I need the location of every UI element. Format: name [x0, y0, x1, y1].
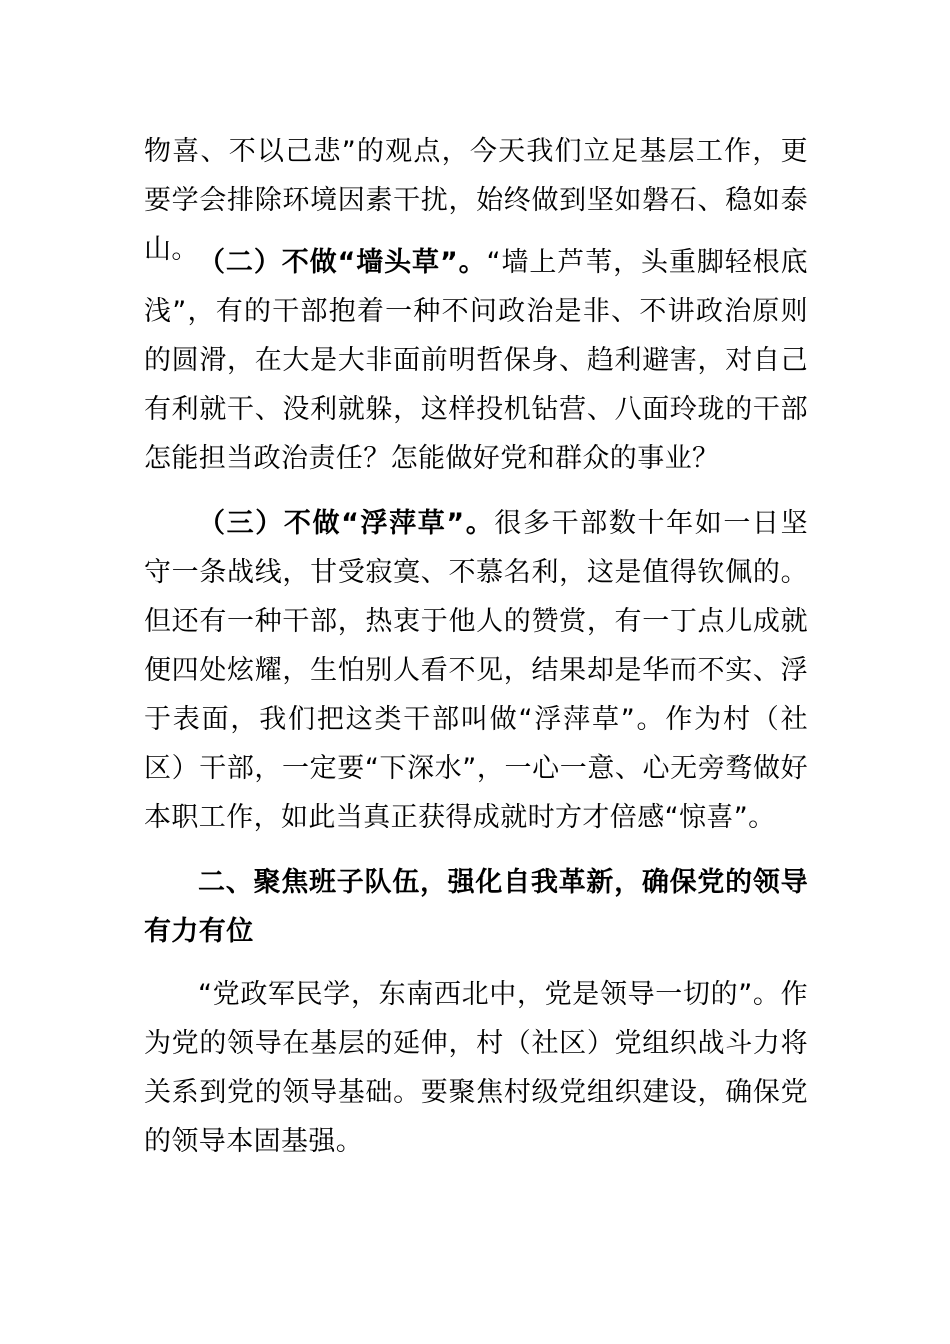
paragraph-party-leadership: [144, 970, 808, 1166]
paragraph-text: “党政军民学，东南西北中，党是领导一切的”。作为党的领导在基层的延伸，村（社区）党组织战斗力将关系到党的领导基础。要聚焦村级党组织建设，确保党的领导本固基强。: [144, 979, 808, 1157]
paragraph-wall-grass: [144, 238, 808, 483]
paragraph-text: “墙上芦苇，头重脚轻根底浅”，有的干部抱着一种不问政治是非、不讲政治原则的圆滑，在大是大非面前明哲保身、趋利避害，对自己有利就干、没利就躲，这样投机钻营、八面玲珑的干部怎能担当政治责任？怎能做好党和群众的事业？: [144, 247, 808, 474]
paragraph-text: 物喜、不以己悲”的观点，今天我们立足基层工作，更要学会排除环境因素干扰，始终做到坚如磐石、稳如泰山。: [144, 136, 808, 265]
section-heading-text: 二、聚焦班子队伍，强化自我革新，确保党的领导有力有位: [144, 867, 808, 947]
paragraph-lead-heading: （三）不做“浮萍草”。: [198, 508, 495, 539]
paragraph-duckweed: [144, 499, 808, 842]
section-heading: [144, 858, 808, 956]
paragraph-text: 很多干部数十年如一日坚守一条战线，甘受寂寞、不慕名利，这是值得钦佩的。但还有一种干部，热衷于他人的赞赏，有一丁点儿成就便四处炫耀，生怕别人看不见，结果却是华而不实、浮于表面，我们把这类干部叫做“浮萍草”。作为村（社区）干部，一定要“下深水”，一心一意、心无旁骛做好本职工作，如此当真正获得成就时方才倍感“惊喜”。: [144, 508, 808, 833]
paragraph-lead-heading: （二）不做“墙头草”。: [198, 247, 487, 278]
